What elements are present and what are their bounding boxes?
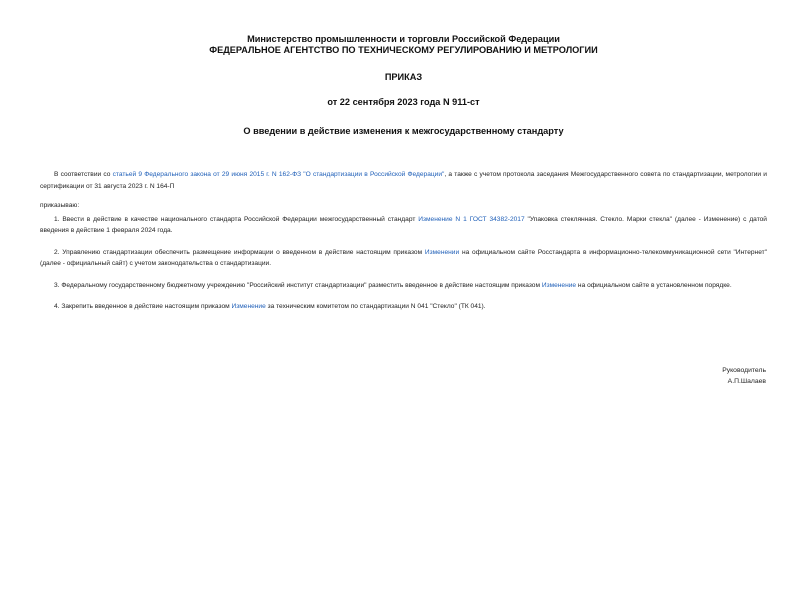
signatory-title: Руководитель	[722, 367, 766, 374]
item-3-text-1: 3. Федеральному государственному бюджетному учреждению "Российский институт стандартизации" разместить введенное в действие настоящим приказом	[54, 281, 542, 289]
order-subject: О введении в действие изменения к межгосударственному стандарту	[243, 126, 564, 136]
preamble-paragraph	[40, 169, 767, 192]
federal-law-link[interactable]: статьей 9 Федерального закона от 29 июня 2015 г. N 162-ФЗ "О стандартизации в Российской Федерации"	[112, 171, 445, 178]
agency-name: ФЕДЕРАЛЬНОЕ АГЕНТСТВО ПО ТЕХНИЧЕСКОМУ РЕГУЛИРОВАНИЮ И МЕТРОЛОГИИ	[209, 45, 598, 55]
ministry-name: Министерство промышленности и торговли Российской Федерации	[247, 34, 560, 44]
order-item-3	[40, 280, 767, 292]
document-type: ПРИКАЗ	[384, 72, 423, 82]
item-1-text-2: "Упаковка стеклянная. Стекло. Марки стекла" (далее - Изменение) с датой введения в действие 1 февраля 2024 года.	[40, 215, 767, 234]
ordered-label: приказываю:	[40, 202, 80, 209]
order-date-number: от 22 сентября 2023 года N 911-ст	[327, 97, 480, 107]
order-item-4	[40, 301, 767, 313]
order-item-2	[40, 247, 767, 270]
document-page	[0, 34, 807, 605]
item-3-text-2: на официальном сайте в установленном порядке.	[576, 281, 732, 289]
signature-block	[722, 365, 766, 387]
amendment-link-4[interactable]: Изменение	[231, 303, 266, 310]
item-2-text-1: 2. Управлению стандартизации обеспечить размещение информации о введенном в действие настоящим приказом	[54, 248, 425, 256]
signatory-name: А.П.Шалаев	[727, 378, 766, 385]
preamble-text-2: , а также с учетом протокола заседания Межгосударственного совета по стандартизации, метрологии и сертификации от 31 августа 2023 г. N 164-П	[40, 171, 767, 190]
item-1-text-1: 1. Ввести в действие в качестве национального стандарта Российской Федерации межгосударственный стандарт	[54, 215, 419, 223]
item-2-text-2: на официальном сайте Росстандарта в информационно-телекоммуникационной сети "Интернет" (далее - официальный сайт) с учетом законодательства о стандартизации.	[40, 248, 767, 267]
item-4-text-1: 4. Закрепить введенное в действие настоящим приказом	[54, 303, 232, 310]
gost-amendment-link[interactable]: Изменение N 1 ГОСТ 34382-2017	[418, 215, 525, 223]
item-4-text-2: за техническим комитетом по стандартизации N 041 "Стекло" (ТК 041).	[265, 303, 486, 310]
order-item-1	[40, 214, 767, 237]
preamble-text-1: В соответствии со	[54, 171, 113, 178]
amendment-link-3[interactable]: Изменение	[541, 281, 577, 289]
order-body	[40, 169, 767, 313]
amendment-link-2[interactable]: Изменении	[424, 248, 460, 256]
